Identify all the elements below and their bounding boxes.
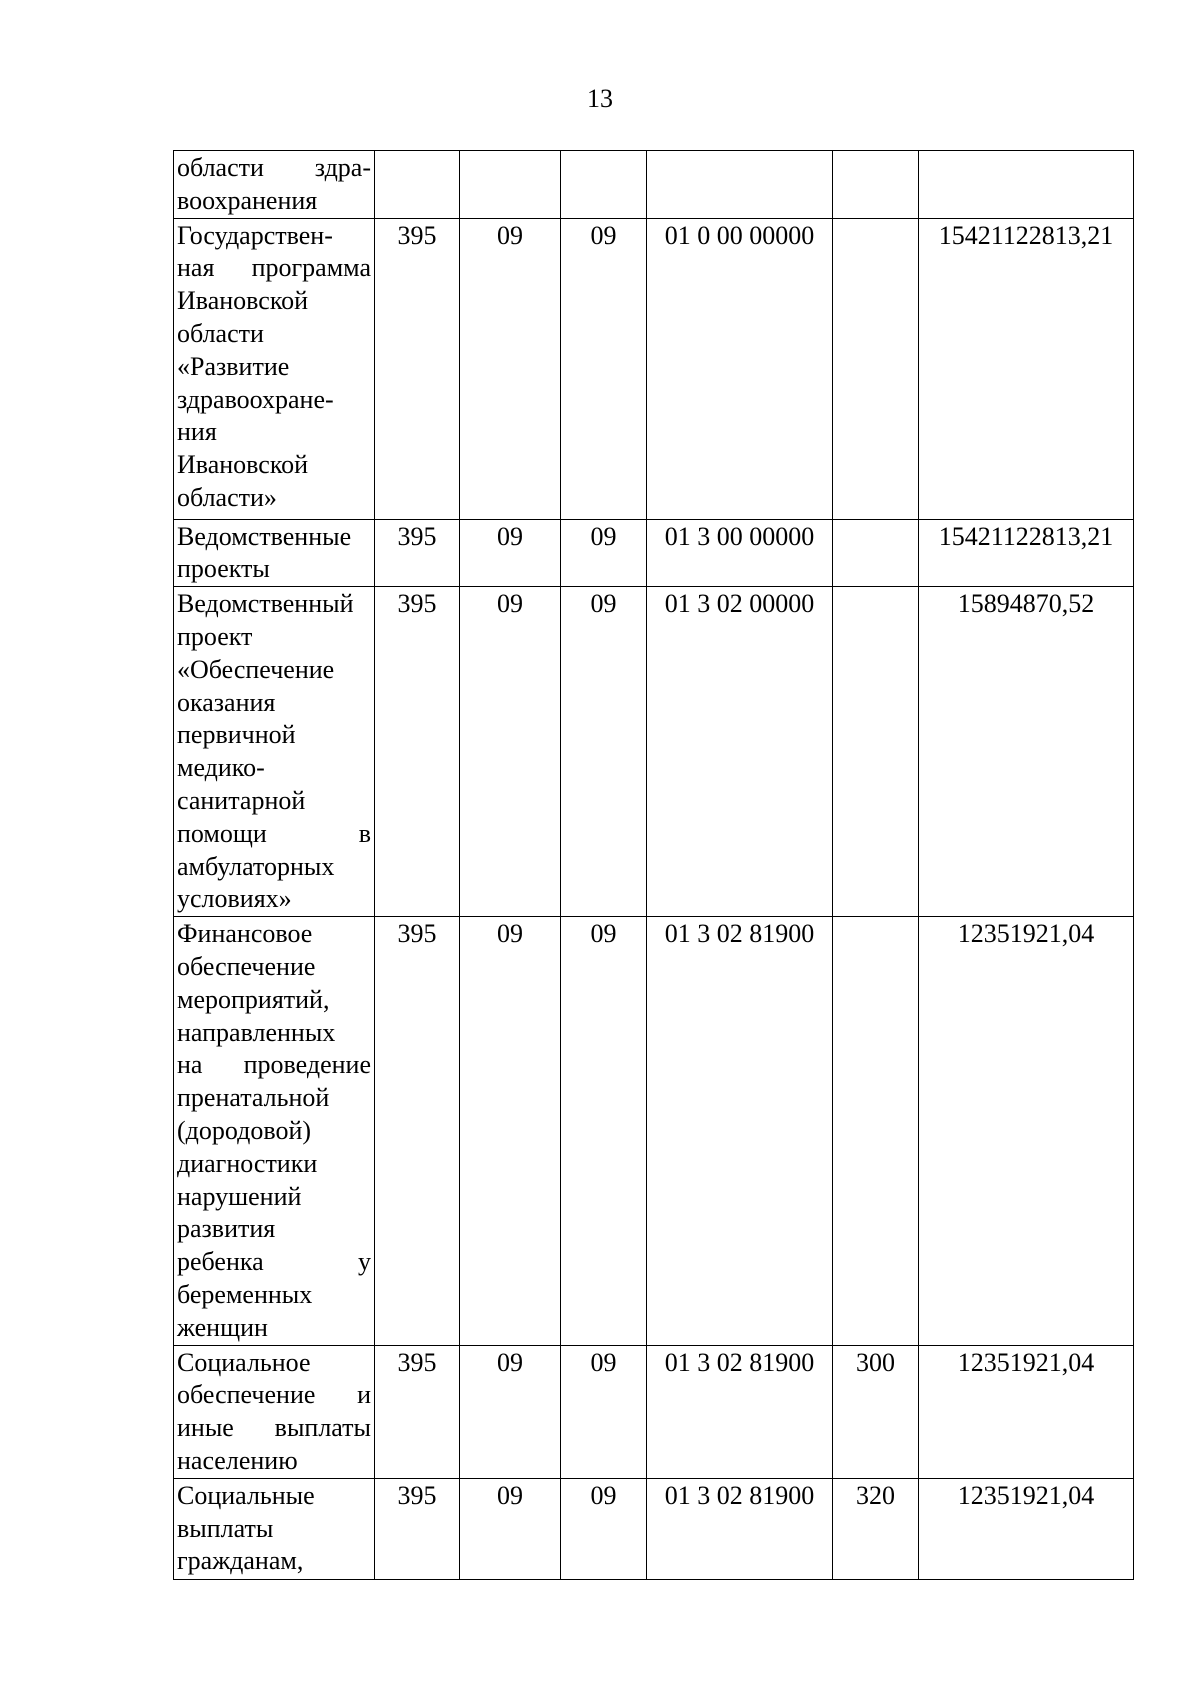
subsection-code-cell: [561, 151, 647, 219]
ministry-code-cell: [375, 151, 460, 219]
item-name-line: Ивановской: [177, 450, 309, 480]
item-name-cell: [174, 917, 375, 1345]
section-code-cell: 09: [460, 587, 561, 917]
item-name-line: диагностики: [177, 1148, 318, 1178]
table-row: [174, 917, 1134, 1345]
amount-cell: 12351921,04: [919, 1478, 1134, 1579]
amount-cell: 15421122813,21: [919, 218, 1134, 519]
item-name-cell: [174, 519, 375, 587]
target-article-code-cell: 01 3 02 81900: [647, 917, 833, 1345]
item-name-cell: [174, 218, 375, 519]
section-code-cell: 09: [460, 1478, 561, 1579]
item-name-line: населению: [177, 1445, 298, 1475]
target-article-code-cell: [647, 151, 833, 219]
expense-type-code-cell: [833, 917, 919, 1345]
item-name-line: ная программа: [177, 253, 371, 283]
item-name-line: первичной: [177, 720, 296, 750]
item-name-line: Ивановской: [177, 286, 309, 316]
target-article-code-cell: 01 3 02 00000: [647, 587, 833, 917]
item-name-line: направленных: [177, 1017, 336, 1047]
target-article-code-cell: 01 3 02 81900: [647, 1478, 833, 1579]
item-name-line: условиях»: [177, 884, 292, 914]
item-name-line: (дородовой): [177, 1115, 312, 1145]
table-row: [174, 151, 1134, 219]
table-row: [174, 519, 1134, 587]
item-name-line: обеспечение и: [177, 1380, 371, 1410]
page-number: 13: [587, 84, 613, 113]
item-name-line: здравоохране-: [177, 384, 334, 414]
target-article-code-cell: 01 0 00 00000: [647, 218, 833, 519]
item-name-line: беременных: [177, 1279, 313, 1309]
section-code-cell: 09: [460, 519, 561, 587]
item-name-line: проект: [177, 621, 253, 651]
subsection-code-cell: 09: [561, 917, 647, 1345]
item-name-cell: [174, 151, 375, 219]
table-row: [174, 1478, 1134, 1579]
target-article-code-cell: 01 3 00 00000: [647, 519, 833, 587]
subsection-code-cell: 09: [561, 587, 647, 917]
item-name-line: амбулаторных: [177, 851, 335, 881]
item-name-cell: [174, 587, 375, 917]
item-name-line: области»: [177, 482, 277, 512]
item-name-line: пренатальной: [177, 1083, 330, 1113]
item-name-line: ребенка у: [177, 1247, 371, 1277]
item-name-line: области здра-: [177, 153, 371, 182]
subsection-code-cell: 09: [561, 1478, 647, 1579]
subsection-code-cell: 09: [561, 519, 647, 587]
amount-cell: 15894870,52: [919, 587, 1134, 917]
ministry-code-cell: 395: [375, 218, 460, 519]
item-name-line: женщин: [177, 1312, 268, 1342]
item-name-line: Финансовое: [177, 919, 313, 949]
amount-cell: 12351921,04: [919, 917, 1134, 1345]
item-name-line: проекты: [177, 554, 270, 584]
item-name-line: «Обеспечение: [177, 654, 335, 684]
expense-type-code-cell: [833, 151, 919, 219]
item-name-line: ния: [177, 417, 217, 447]
table-row: [174, 587, 1134, 917]
item-name-line: помощи в: [177, 818, 371, 848]
expense-type-code-cell: 320: [833, 1478, 919, 1579]
section-code-cell: 09: [460, 1345, 561, 1478]
item-name-line: воохранения: [177, 185, 318, 215]
section-code-cell: 09: [460, 218, 561, 519]
item-name-line: «Развитие: [177, 351, 290, 381]
item-name-line: области: [177, 318, 264, 348]
item-name-line: на проведение: [177, 1050, 371, 1080]
amount-cell: [919, 151, 1134, 219]
item-name-line: Ведомственный: [177, 589, 354, 619]
item-name-line: развития: [177, 1214, 276, 1244]
amount-cell: 15421122813,21: [919, 519, 1134, 587]
item-name-cell: [174, 1478, 375, 1579]
item-name-line: Социальное: [177, 1347, 311, 1377]
item-name-line: оказания: [177, 687, 276, 717]
expense-type-code-cell: 300: [833, 1345, 919, 1478]
item-name-line: иные выплаты: [177, 1413, 371, 1443]
ministry-code-cell: 395: [375, 587, 460, 917]
ministry-code-cell: 395: [375, 917, 460, 1345]
table-row: [174, 218, 1134, 519]
item-name-line: Социальные: [177, 1480, 315, 1510]
item-name-line: медико-: [177, 753, 265, 783]
item-name-line: нарушений: [177, 1181, 302, 1211]
budget-table: [173, 150, 1134, 1580]
item-name-line: Государствен-: [177, 220, 333, 250]
amount-cell: 12351921,04: [919, 1345, 1134, 1478]
ministry-code-cell: 395: [375, 519, 460, 587]
item-name-line: мероприятий,: [177, 984, 330, 1014]
item-name-line: санитарной: [177, 785, 306, 815]
item-name-cell: [174, 1345, 375, 1478]
item-name-line: выплаты: [177, 1513, 274, 1543]
item-name-line: гражданам,: [177, 1546, 304, 1576]
section-code-cell: 09: [460, 917, 561, 1345]
target-article-code-cell: 01 3 02 81900: [647, 1345, 833, 1478]
expense-type-code-cell: [833, 218, 919, 519]
section-code-cell: [460, 151, 561, 219]
subsection-code-cell: 09: [561, 218, 647, 519]
table-row: [174, 1345, 1134, 1478]
subsection-code-cell: 09: [561, 1345, 647, 1478]
ministry-code-cell: 395: [375, 1345, 460, 1478]
item-name-line: обеспечение: [177, 951, 316, 981]
expense-type-code-cell: [833, 587, 919, 917]
item-name-line: Ведомственные: [177, 521, 352, 551]
expense-type-code-cell: [833, 519, 919, 587]
ministry-code-cell: 395: [375, 1478, 460, 1579]
budget-table-body: [174, 151, 1134, 1580]
